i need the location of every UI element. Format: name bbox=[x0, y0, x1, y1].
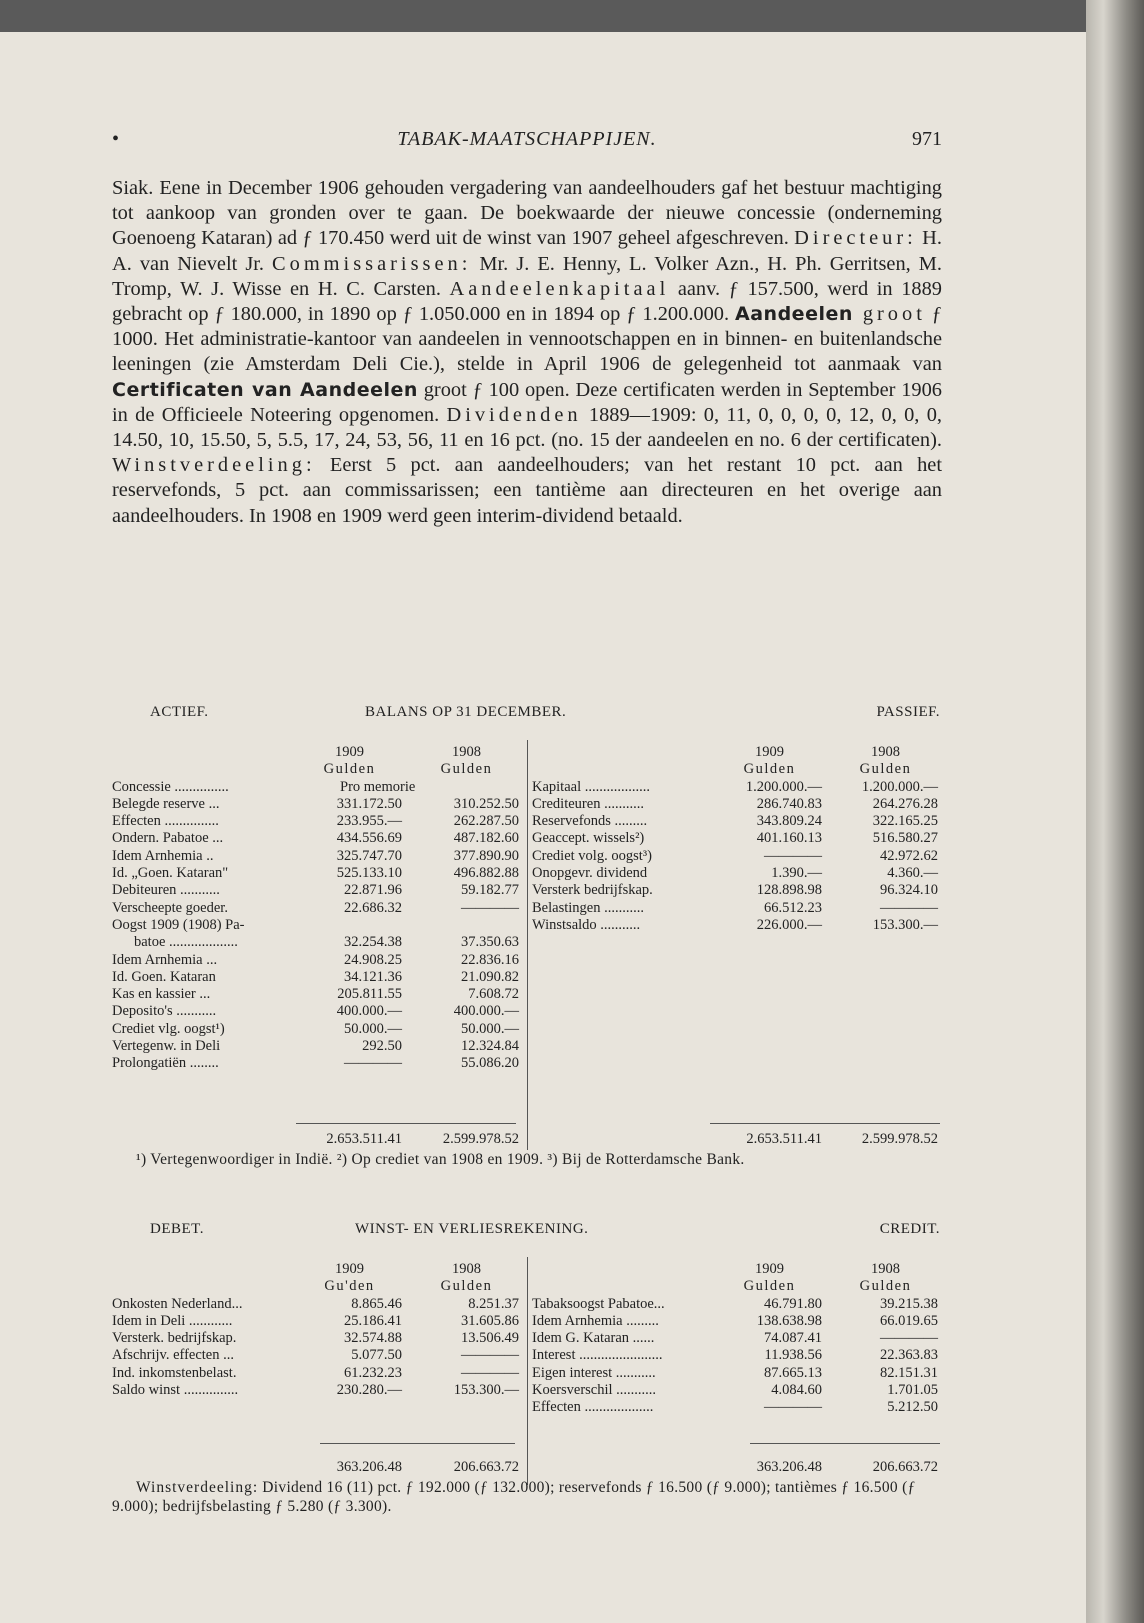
winst-footnote bbox=[112, 1478, 942, 1516]
debet-value-1909: 61.232.23 bbox=[344, 1364, 402, 1381]
passief-row bbox=[528, 796, 942, 813]
actief-label: Belegde reserve ... bbox=[112, 795, 220, 812]
actief-label: Debiteuren ........... bbox=[112, 882, 220, 899]
winst-footnote-label: Winstverdeeling: bbox=[136, 1479, 259, 1496]
debet-value-1909: 230.280.— bbox=[336, 1382, 402, 1399]
actief-year-row bbox=[112, 744, 527, 761]
actief-unit-row bbox=[112, 761, 527, 778]
passief-value-1909: 1.200.000.— bbox=[745, 778, 822, 795]
actief-value-1909: 434.556.69 bbox=[336, 830, 402, 847]
debet-row bbox=[112, 1382, 527, 1399]
credit-value-1909: 46.791.80 bbox=[764, 1295, 822, 1312]
credit-value-1908: 5.212.50 bbox=[887, 1399, 938, 1416]
passief-value-1909: 128.898.98 bbox=[756, 882, 822, 899]
debet-unit-1908: Gulden bbox=[440, 1278, 493, 1295]
passief-row bbox=[528, 882, 942, 899]
actief-label: Crediet vlg. oogst¹) bbox=[112, 1020, 225, 1037]
credit-value-1909: ———— bbox=[764, 1399, 822, 1416]
credit-unit-row bbox=[528, 1278, 942, 1295]
passief-total-row bbox=[528, 1131, 942, 1148]
debet-value-1909: 32.574.88 bbox=[344, 1330, 402, 1347]
actief-row bbox=[112, 986, 527, 1003]
debet-value-1908: 13.506.49 bbox=[461, 1330, 519, 1347]
actief-row bbox=[112, 813, 527, 830]
kapitaal-label: Aandeelenkapitaal bbox=[449, 277, 670, 300]
winst-title: WINST- EN VERLIESREKENING. bbox=[355, 1221, 589, 1237]
credit-total-1908: 206.663.72 bbox=[872, 1459, 938, 1475]
actief-row bbox=[112, 848, 527, 865]
actief-value-1909: 331.172.50 bbox=[336, 795, 402, 812]
intro-paragraph bbox=[112, 176, 942, 529]
credit-year-1908: 1908 bbox=[871, 1261, 900, 1277]
passief-value-1909: 401.160.13 bbox=[756, 830, 822, 847]
debet-label: Ind. inkomstenbelast. bbox=[112, 1364, 237, 1381]
credit-label: Idem G. Kataran ...... bbox=[532, 1330, 655, 1347]
passief-value-1909: 66.512.23 bbox=[764, 899, 822, 916]
debet-label: Saldo winst ............... bbox=[112, 1382, 239, 1399]
debet-value-1908: ———— bbox=[461, 1347, 519, 1364]
passief-row bbox=[528, 900, 942, 917]
credit-value-1908: ———— bbox=[880, 1330, 938, 1347]
actief-total-1909: 2.653.511.41 bbox=[326, 1131, 402, 1147]
actief-value-1908: 377.890.90 bbox=[453, 847, 519, 864]
passief-row bbox=[528, 779, 942, 796]
actief-row bbox=[112, 1021, 527, 1038]
actief-value-1908: 21.090.82 bbox=[461, 968, 519, 985]
debet-row bbox=[112, 1347, 527, 1364]
actief-label: Prolongatiën ........ bbox=[112, 1055, 219, 1072]
credit-row bbox=[528, 1347, 942, 1364]
passief-value-1908: 516.580.27 bbox=[872, 830, 938, 847]
actief-label: Idem Arnhemia ... bbox=[112, 951, 218, 968]
actief-row bbox=[112, 796, 527, 813]
passief-label: Versterk bedrijfskap. bbox=[532, 882, 653, 899]
passief-year-1909: 1909 bbox=[755, 744, 784, 760]
actief-row bbox=[112, 779, 527, 796]
actief-label: batoe ................... bbox=[134, 934, 238, 951]
actief-value-1908: 262.287.50 bbox=[453, 813, 519, 830]
actief-row bbox=[112, 1003, 527, 1020]
passief-label: Crediet volg. oogst³) bbox=[532, 847, 652, 864]
passief-total-1908: 2.599.978.52 bbox=[861, 1131, 938, 1147]
actief-value-1908: 400.000.— bbox=[453, 1003, 519, 1020]
actief-row bbox=[112, 934, 527, 951]
passief-label: Kapitaal .................. bbox=[532, 778, 650, 795]
winst-heading bbox=[140, 1221, 940, 1241]
credit-label: Tabaksoogst Pabatoe... bbox=[532, 1295, 665, 1312]
credit-value-1908: 66.019.65 bbox=[880, 1312, 938, 1329]
debet-heading: DEBET. bbox=[150, 1221, 204, 1237]
debet-unit-1909: Gu'den bbox=[324, 1278, 375, 1295]
passief-unit-row bbox=[528, 761, 942, 778]
actief-row bbox=[112, 830, 527, 847]
debet-row bbox=[112, 1313, 527, 1330]
aandeelen-text: ƒ 1000. Het administratie-kantoor van aandeelen in vennootschappen en in binnen- en buitenlandsche leeningen (zie Amsterdam Deli Cie.), stelde in April 1906 de gelegenheid tot aanmaak van bbox=[112, 303, 943, 376]
actief-row bbox=[112, 1055, 527, 1072]
credit-label: Koersverschil ........... bbox=[532, 1382, 657, 1399]
actief-unit-1909: Gulden bbox=[323, 761, 376, 778]
actief-table bbox=[112, 744, 527, 1073]
actief-value-1908: 496.882.88 bbox=[453, 865, 519, 882]
debet-table bbox=[112, 1261, 527, 1399]
credit-row bbox=[528, 1365, 942, 1382]
actief-value-1909: ———— bbox=[344, 1055, 402, 1072]
passief-value-1909: 343.809.24 bbox=[756, 813, 822, 830]
passief-label: Belastingen ........... bbox=[532, 899, 644, 916]
credit-label: Interest ....................... bbox=[532, 1347, 663, 1364]
actief-row bbox=[112, 917, 527, 934]
passief-label: Onopgevr. dividend bbox=[532, 865, 648, 882]
actief-value-1908: 50.000.— bbox=[461, 1020, 519, 1037]
debet-year-1909: 1909 bbox=[335, 1261, 364, 1277]
actief-label: Vertegenw. in Deli bbox=[112, 1038, 221, 1055]
actief-value-1908: 22.836.16 bbox=[461, 951, 519, 968]
debet-label: Onkosten Nederland... bbox=[112, 1295, 243, 1312]
debet-value-1908: 8.251.37 bbox=[468, 1295, 519, 1312]
actief-value-1909: 325.747.70 bbox=[336, 847, 402, 864]
actief-unit-1908: Gulden bbox=[440, 761, 493, 778]
credit-row bbox=[528, 1382, 942, 1399]
actief-row bbox=[112, 952, 527, 969]
actief-label: Idem Arnhemia .. bbox=[112, 847, 214, 864]
passief-value-1909: 1.390.— bbox=[771, 865, 822, 882]
actief-value-1908: 12.324.84 bbox=[461, 1038, 519, 1055]
passief-value-1909: 286.740.83 bbox=[756, 795, 822, 812]
credit-value-1909: 74.087.41 bbox=[764, 1330, 822, 1347]
passief-value-1908: 1.200.000.— bbox=[861, 778, 938, 795]
actief-heading: ACTIEF. bbox=[150, 704, 209, 720]
book-spine-edge bbox=[1086, 0, 1144, 1623]
credit-label: Effecten ................... bbox=[532, 1399, 654, 1416]
actief-label: Deposito's ........... bbox=[112, 1003, 217, 1020]
actief-value-1908: 59.182.77 bbox=[461, 882, 519, 899]
debet-row bbox=[112, 1296, 527, 1313]
credit-value-1908: 22.363.83 bbox=[880, 1347, 938, 1364]
passief-row bbox=[528, 848, 942, 865]
balans-heading bbox=[140, 704, 940, 724]
passief-sum-line bbox=[710, 1123, 940, 1124]
credit-sum-line bbox=[750, 1443, 940, 1444]
passief-value-1908: 42.972.62 bbox=[880, 847, 938, 864]
debet-value-1908: 31.605.86 bbox=[461, 1312, 519, 1329]
passief-year-row bbox=[528, 744, 942, 761]
credit-year-row bbox=[528, 1261, 942, 1278]
debet-total-row bbox=[112, 1459, 527, 1476]
actief-value-1908: 487.182.60 bbox=[453, 830, 519, 847]
balans-footnote: ¹) Vertegenwoordiger in Indië. ²) Op crediet van 1908 en 1909. ³) Bij de Rotterdamsche Bank. bbox=[136, 1151, 745, 1168]
scan-top-edge bbox=[0, 0, 1144, 32]
credit-value-1909: 11.938.56 bbox=[764, 1347, 822, 1364]
actief-label: Id. Goen. Kataran bbox=[112, 968, 216, 985]
actief-row bbox=[112, 969, 527, 986]
credit-row bbox=[528, 1296, 942, 1313]
header-bullet: • bbox=[112, 128, 120, 150]
passief-value-1908: 264.276.28 bbox=[872, 795, 938, 812]
passief-total-1909: 2.653.511.41 bbox=[746, 1131, 822, 1147]
actief-year-1909: 1909 bbox=[335, 744, 364, 760]
passief-value-1908: 4.360.— bbox=[887, 865, 938, 882]
actief-value-1908: ———— bbox=[461, 899, 519, 916]
passief-label: Geaccept. wissels²) bbox=[532, 830, 645, 847]
debet-year-row bbox=[112, 1261, 527, 1278]
credit-value-1908: 1.701.05 bbox=[887, 1382, 938, 1399]
credit-label: Idem Arnhemia ......... bbox=[532, 1312, 659, 1329]
passief-label: Winstsaldo ........... bbox=[532, 916, 641, 933]
actief-total-row bbox=[112, 1131, 527, 1148]
credit-table bbox=[528, 1261, 942, 1417]
actief-value-1909: 22.871.96 bbox=[344, 882, 402, 899]
actief-label: Kas en kassier ... bbox=[112, 986, 211, 1003]
winst-footnote-text: Dividend 16 (11) pct. ƒ 192.000 (ƒ 132.000); reservefonds ƒ 16.500 (ƒ 9.000); tantièmes ƒ 16.500 (ƒ 9.000); bedrijfsbelasting ƒ 5.280 (ƒ 3.300). bbox=[112, 1479, 916, 1515]
actief-row bbox=[112, 900, 527, 917]
passief-unit-1908: Gulden bbox=[859, 761, 912, 778]
passief-value-1908: 96.324.10 bbox=[880, 882, 938, 899]
actief-row bbox=[112, 882, 527, 899]
balans-title: BALANS OP 31 DECEMBER. bbox=[365, 704, 567, 720]
passief-row bbox=[528, 813, 942, 830]
passief-table bbox=[528, 744, 942, 934]
actief-value-1908: 7.608.72 bbox=[468, 986, 519, 1003]
credit-total-1909: 363.206.48 bbox=[756, 1459, 822, 1475]
debet-label: Idem in Deli ............ bbox=[112, 1312, 233, 1329]
actief-value-1908: 55.086.20 bbox=[461, 1055, 519, 1072]
commissarissen-label: Commissarissen: bbox=[272, 252, 472, 275]
passief-row bbox=[528, 830, 942, 847]
actief-value-1909: 24.908.25 bbox=[344, 951, 402, 968]
actief-label: Id. „Goen. Kataran" bbox=[112, 865, 229, 882]
winstverdeeling-label: Winstverdeeling: bbox=[112, 454, 316, 477]
credit-row bbox=[528, 1330, 942, 1347]
passief-value-1908: 322.165.25 bbox=[872, 813, 938, 830]
debet-year-1908: 1908 bbox=[452, 1261, 481, 1277]
debet-value-1909: 25.186.41 bbox=[344, 1312, 402, 1329]
actief-value-1908: 37.350.63 bbox=[461, 934, 519, 951]
debet-row bbox=[112, 1365, 527, 1382]
debet-value-1908: ———— bbox=[461, 1364, 519, 1381]
credit-value-1909: 87.665.13 bbox=[764, 1364, 822, 1381]
actief-label: Concessie ............... bbox=[112, 778, 229, 795]
debet-value-1909: 5.077.50 bbox=[351, 1347, 402, 1364]
dividenden-label: Dividenden bbox=[446, 403, 582, 426]
actief-value-1909: 22.686.32 bbox=[344, 899, 402, 916]
actief-value-1909: 205.811.55 bbox=[337, 986, 402, 1003]
debet-row bbox=[112, 1330, 527, 1347]
actief-label: Ondern. Pabatoe ... bbox=[112, 830, 224, 847]
passief-label: Crediteuren ........... bbox=[532, 795, 644, 812]
debet-value-1909: 8.865.46 bbox=[351, 1295, 402, 1312]
commissarissen-text: Mr. J. E. Henny, L. Volker Azn., H. Ph. Gerritsen, M. Tromp, W. J. Wisse en H. C. Carsten. bbox=[112, 252, 942, 300]
passief-row bbox=[528, 917, 942, 934]
actief-value-1909: 32.254.38 bbox=[344, 934, 402, 951]
actief-value-1908: 310.252.50 bbox=[453, 795, 519, 812]
debet-total-1908: 206.663.72 bbox=[453, 1459, 519, 1475]
groot-label: groot bbox=[852, 303, 926, 326]
passief-value-1909: 226.000.— bbox=[756, 916, 822, 933]
credit-year-1909: 1909 bbox=[755, 1261, 784, 1277]
dividenden-text: 1889—1909: 0, 11, 0, 0, 0, 0, 12, 0, 0, 0, 14.50, 10, 15.50, 5, 5.5, 17, 24, 53, 56, 11 en 16 pct. (no. 15 der aandeelen en no. 6 der certificaten). bbox=[112, 403, 942, 452]
credit-label: Eigen interest ........... bbox=[532, 1364, 656, 1381]
directeur-label: Directeur: bbox=[794, 227, 917, 250]
passief-year-1908: 1908 bbox=[871, 744, 900, 760]
debet-total-1909: 363.206.48 bbox=[336, 1459, 402, 1475]
passief-value-1909: ———— bbox=[764, 847, 822, 864]
credit-unit-1909: Gulden bbox=[743, 1278, 796, 1295]
credit-heading: CREDIT. bbox=[879, 1221, 940, 1237]
page-number: 971 bbox=[912, 128, 942, 150]
actief-sum-line bbox=[296, 1123, 516, 1124]
actief-total-1908: 2.599.978.52 bbox=[442, 1131, 519, 1147]
passief-value-1908: ———— bbox=[880, 899, 938, 916]
actief-value-1909: 525.133.10 bbox=[336, 865, 402, 882]
passief-row bbox=[528, 865, 942, 882]
header-title: TABAK-MAATSCHAPPIJEN. bbox=[397, 128, 657, 150]
credit-value-1909: 138.638.98 bbox=[756, 1312, 822, 1329]
pro-memorie-note: Pro memorie bbox=[340, 778, 416, 795]
intro-text-1: Siak. Eene in December 1906 gehouden vergadering van aandeelhouders gaf het bestuur machtiging tot aankoop van gronden over te gaan. De boekwaarde der nieuwe concessie (onderneming Goenoeng Kataran) ad ƒ 170.450 werd uit de winst van 1907 geheel afgeschreven. bbox=[112, 177, 942, 250]
running-header bbox=[112, 128, 942, 158]
credit-row bbox=[528, 1313, 942, 1330]
debet-value-1908: 153.300.— bbox=[453, 1382, 519, 1399]
debet-label: Afschrijv. effecten ... bbox=[112, 1347, 234, 1364]
actief-value-1909: 50.000.— bbox=[344, 1020, 402, 1037]
credit-value-1908: 39.215.38 bbox=[880, 1295, 938, 1312]
directeur-text: H. A. van Nievelt Jr. bbox=[112, 227, 943, 275]
actief-row bbox=[112, 1038, 527, 1055]
certificaten-bold: Certificaten van Aandeelen bbox=[112, 378, 418, 401]
winstverdeeling-text: Eerst 5 pct. aan aandeelhouders; van het restant 10 pct. aan het reservefonds, 5 pct. aan commissarissen; een tantième aan directeuren en het overige aan aandeelhouders. In 1908 en 1909 werd geen interim-dividend betaald. bbox=[112, 454, 942, 527]
actief-value-1909: 233.955.— bbox=[336, 813, 402, 830]
actief-label: Oogst 1909 (1908) Pa- bbox=[112, 916, 245, 933]
debet-label: Versterk. bedrijfskap. bbox=[112, 1330, 237, 1347]
kapitaal-text: aanv. ƒ 157.500, werd in 1889 gebracht op ƒ 180.000, in 1890 op ƒ 1.050.000 en in 1894 op ƒ 1.200.000. bbox=[112, 277, 942, 326]
actief-year-1908: 1908 bbox=[452, 744, 481, 760]
credit-value-1908: 82.151.31 bbox=[880, 1364, 938, 1381]
actief-label: Verscheepte goeder. bbox=[112, 899, 228, 916]
passief-value-1908: 153.300.— bbox=[872, 916, 938, 933]
credit-row bbox=[528, 1399, 942, 1416]
credit-unit-1908: Gulden bbox=[859, 1278, 912, 1295]
actief-value-1909: 34.121.36 bbox=[344, 968, 402, 985]
passief-label: Reservefonds ......... bbox=[532, 813, 648, 830]
certificaten-text: groot ƒ 100 open. Deze certificaten werden in September 1906 in de Officieele Noteering opgenomen. bbox=[112, 378, 942, 426]
actief-row bbox=[112, 865, 527, 882]
aandeelen-bold: Aandeelen bbox=[735, 303, 853, 326]
actief-label: Effecten ............... bbox=[112, 813, 219, 830]
actief-value-1909: 400.000.— bbox=[336, 1003, 402, 1020]
actief-value-1909: 292.50 bbox=[362, 1038, 402, 1055]
passief-heading: PASSIEF. bbox=[876, 704, 940, 720]
debet-unit-row bbox=[112, 1278, 527, 1295]
credit-total-row bbox=[528, 1459, 942, 1476]
passief-unit-1909: Gulden bbox=[743, 761, 796, 778]
credit-value-1909: 4.084.60 bbox=[771, 1382, 822, 1399]
debet-sum-line bbox=[320, 1443, 515, 1444]
